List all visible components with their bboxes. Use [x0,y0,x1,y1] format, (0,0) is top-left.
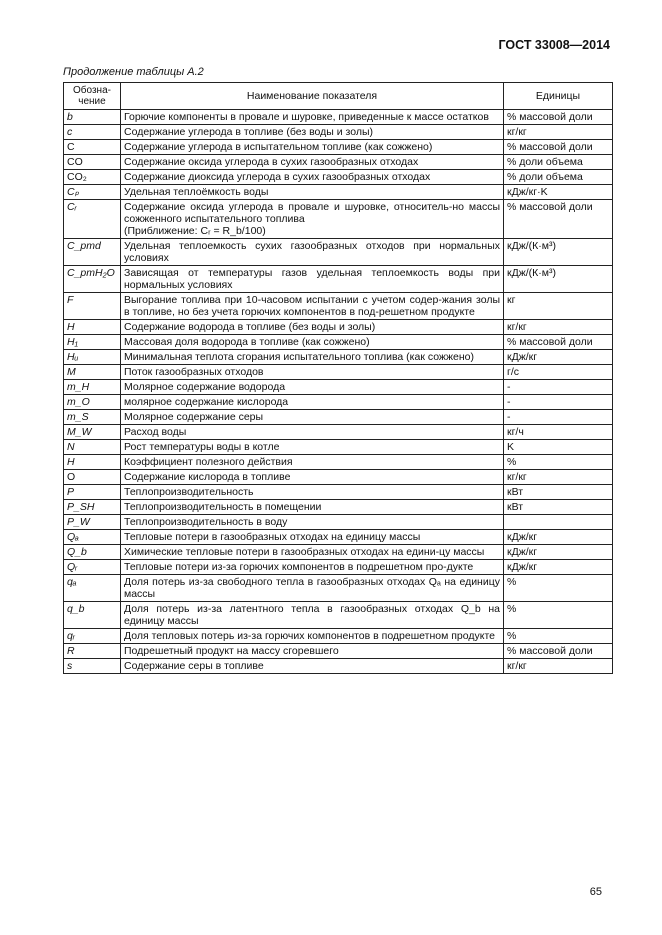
row-symbol: q_b [64,602,121,629]
table-row [64,545,613,560]
row-name: Молярное содержание водорода [121,380,504,395]
table-row [64,575,613,602]
row-name: Содержание углерода в испытательном топливе (как сожжено) [121,140,504,155]
header-symbol: Обозна- чение [64,83,121,110]
row-symbol: m_S [64,410,121,425]
row-name: Теплопроизводительность [121,485,504,500]
row-units: % массовой доли [504,335,613,350]
row-symbol: c [64,125,121,140]
row-name: Содержание диоксида углерода в сухих газообразных отходах [121,170,504,185]
row-name: молярное содержание кислорода [121,395,504,410]
row-name: Молярное содержание серы [121,410,504,425]
row-symbol: CO [64,155,121,170]
row-name: Содержание оксида углерода в провале и шуровке, относитель-но массы сожженного испытательного топлива (Приближение: Cᵣ = R_b/100) [121,200,504,239]
row-units: г/с [504,365,613,380]
row-symbol: H₁ [64,335,121,350]
table-row [64,470,613,485]
row-units: - [504,380,613,395]
table-row [64,110,613,125]
row-name: Выгорание топлива при 10-часовом испытании с учетом содер-жания золы в топливе, но без учета горючих компонентов в под-решетном продукте [121,293,504,320]
table-row [64,500,613,515]
row-units: % доли объема [504,155,613,170]
table-row [64,440,613,455]
row-units: % массовой доли [504,644,613,659]
row-symbol: F [64,293,121,320]
header-units: Единицы [504,83,613,110]
row-symbol: P_W [64,515,121,530]
row-name: Горючие компоненты в провале и шуровке, приведенные к массе остатков [121,110,504,125]
row-symbol: qₐ [64,575,121,602]
row-name: Содержание кислорода в топливе [121,470,504,485]
row-symbol: H [64,455,121,470]
row-name: Коэффициент полезного действия [121,455,504,470]
indicators-table [63,82,613,674]
row-units: % [504,575,613,602]
table-row [64,185,613,200]
table-row [64,410,613,425]
row-symbol: s [64,659,121,674]
row-symbol: H [64,320,121,335]
page-number: 65 [589,886,602,898]
table-row [64,350,613,365]
row-units: % массовой доли [504,140,613,155]
document-code: ГОСТ 33008—2014 [498,38,610,52]
row-name: Теплопроизводительность в воду [121,515,504,530]
table-row [64,365,613,380]
row-name: Доля потерь из-за латентного тепла в газообразных отходах Q_b на единицу массы [121,602,504,629]
row-name: Доля потерь из-за свободного тепла в газообразных отходах Qₐ на единицу массы [121,575,504,602]
table-row [64,425,613,440]
table-row [64,266,613,293]
row-symbol: CO₂ [64,170,121,185]
table-row [64,455,613,470]
table-header-row [64,83,613,110]
table-row [64,530,613,545]
row-name: Химические тепловые потери в газообразных отходах на едини-цу массы [121,545,504,560]
row-name: Теплопроизводительность в помещении [121,500,504,515]
row-symbol: N [64,440,121,455]
table-row [64,140,613,155]
row-symbol: M [64,365,121,380]
table-row [64,629,613,644]
row-symbol: P_SH [64,500,121,515]
row-units: кДж/кг [504,560,613,575]
row-units: % [504,455,613,470]
row-units: кг [504,293,613,320]
table-row [64,125,613,140]
row-units: кДж/кг [504,350,613,365]
row-units: кг/кг [504,125,613,140]
table-row [64,239,613,266]
table-row [64,395,613,410]
row-units: кДж/кг·K [504,185,613,200]
row-symbol: b [64,110,121,125]
row-units: - [504,395,613,410]
row-units: кг/кг [504,320,613,335]
row-units [504,515,613,530]
row-symbol: C_pmH₂O [64,266,121,293]
header-name: Наименование показателя [121,83,504,110]
table-row [64,155,613,170]
row-units: кг/кг [504,470,613,485]
row-symbol: C [64,140,121,155]
row-name: Массовая доля водорода в топливе (как сожжено) [121,335,504,350]
row-units: K [504,440,613,455]
row-name: Подрешетный продукт на массу сгоревшего [121,644,504,659]
table-row [64,515,613,530]
table-row [64,659,613,674]
row-name: Расход воды [121,425,504,440]
row-units: % массовой доли [504,110,613,125]
row-symbol: Qᵣ [64,560,121,575]
row-units: % массовой доли [504,200,613,239]
row-symbol: C_pmd [64,239,121,266]
row-units: кг/кг [504,659,613,674]
row-units: кДж/кг [504,545,613,560]
table-row [64,320,613,335]
table-row [64,293,613,320]
row-symbol: m_H [64,380,121,395]
table-row [64,335,613,350]
row-name: Зависящая от температуры газов удельная теплоемкость воды при нормальных условиях [121,266,504,293]
row-symbol: qᵣ [64,629,121,644]
row-name: Содержание оксида углерода в сухих газообразных отходах [121,155,504,170]
row-units: кДж/(К·м³) [504,239,613,266]
table-row [64,485,613,500]
table-row [64,200,613,239]
row-symbol: Hᵤ [64,350,121,365]
row-symbol: Q_b [64,545,121,560]
row-name: Тепловые потери из-за горючих компонентов в подрешетном про-дукте [121,560,504,575]
row-symbol: P [64,485,121,500]
row-name: Удельная теплоёмкость воды [121,185,504,200]
row-units: % [504,602,613,629]
row-symbol: Qₐ [64,530,121,545]
row-symbol: Cᵣ [64,200,121,239]
row-units: - [504,410,613,425]
row-symbol: m_O [64,395,121,410]
row-name: Содержание водорода в топливе (без воды и золы) [121,320,504,335]
row-units: кВт [504,485,613,500]
row-name: Содержание серы в топливе [121,659,504,674]
table-caption: Продолжение таблицы А.2 [63,66,204,78]
row-symbol: O [64,470,121,485]
table-row [64,644,613,659]
row-name: Поток газообразных отходов [121,365,504,380]
row-name: Удельная теплоемкость сухих газообразных отходов при нормальных условиях [121,239,504,266]
row-units: кДж/(К·м³) [504,266,613,293]
row-symbol: Cₚ [64,185,121,200]
row-name: Тепловые потери в газообразных отходах на единицу массы [121,530,504,545]
row-name: Минимальная теплота сгорания испытательного топлива (как сожжено) [121,350,504,365]
row-units: кДж/кг [504,530,613,545]
row-symbol: M_W [64,425,121,440]
row-units: кг/ч [504,425,613,440]
table-row [64,380,613,395]
row-units: % [504,629,613,644]
table-row [64,560,613,575]
row-units: % доли объема [504,170,613,185]
row-units: кВт [504,500,613,515]
row-symbol: R [64,644,121,659]
row-name: Рост температуры воды в котле [121,440,504,455]
row-name: Содержание углерода в топливе (без воды и золы) [121,125,504,140]
row-name: Доля тепловых потерь из-за горючих компонентов в подрешетном продукте [121,629,504,644]
table-row [64,602,613,629]
table-row [64,170,613,185]
